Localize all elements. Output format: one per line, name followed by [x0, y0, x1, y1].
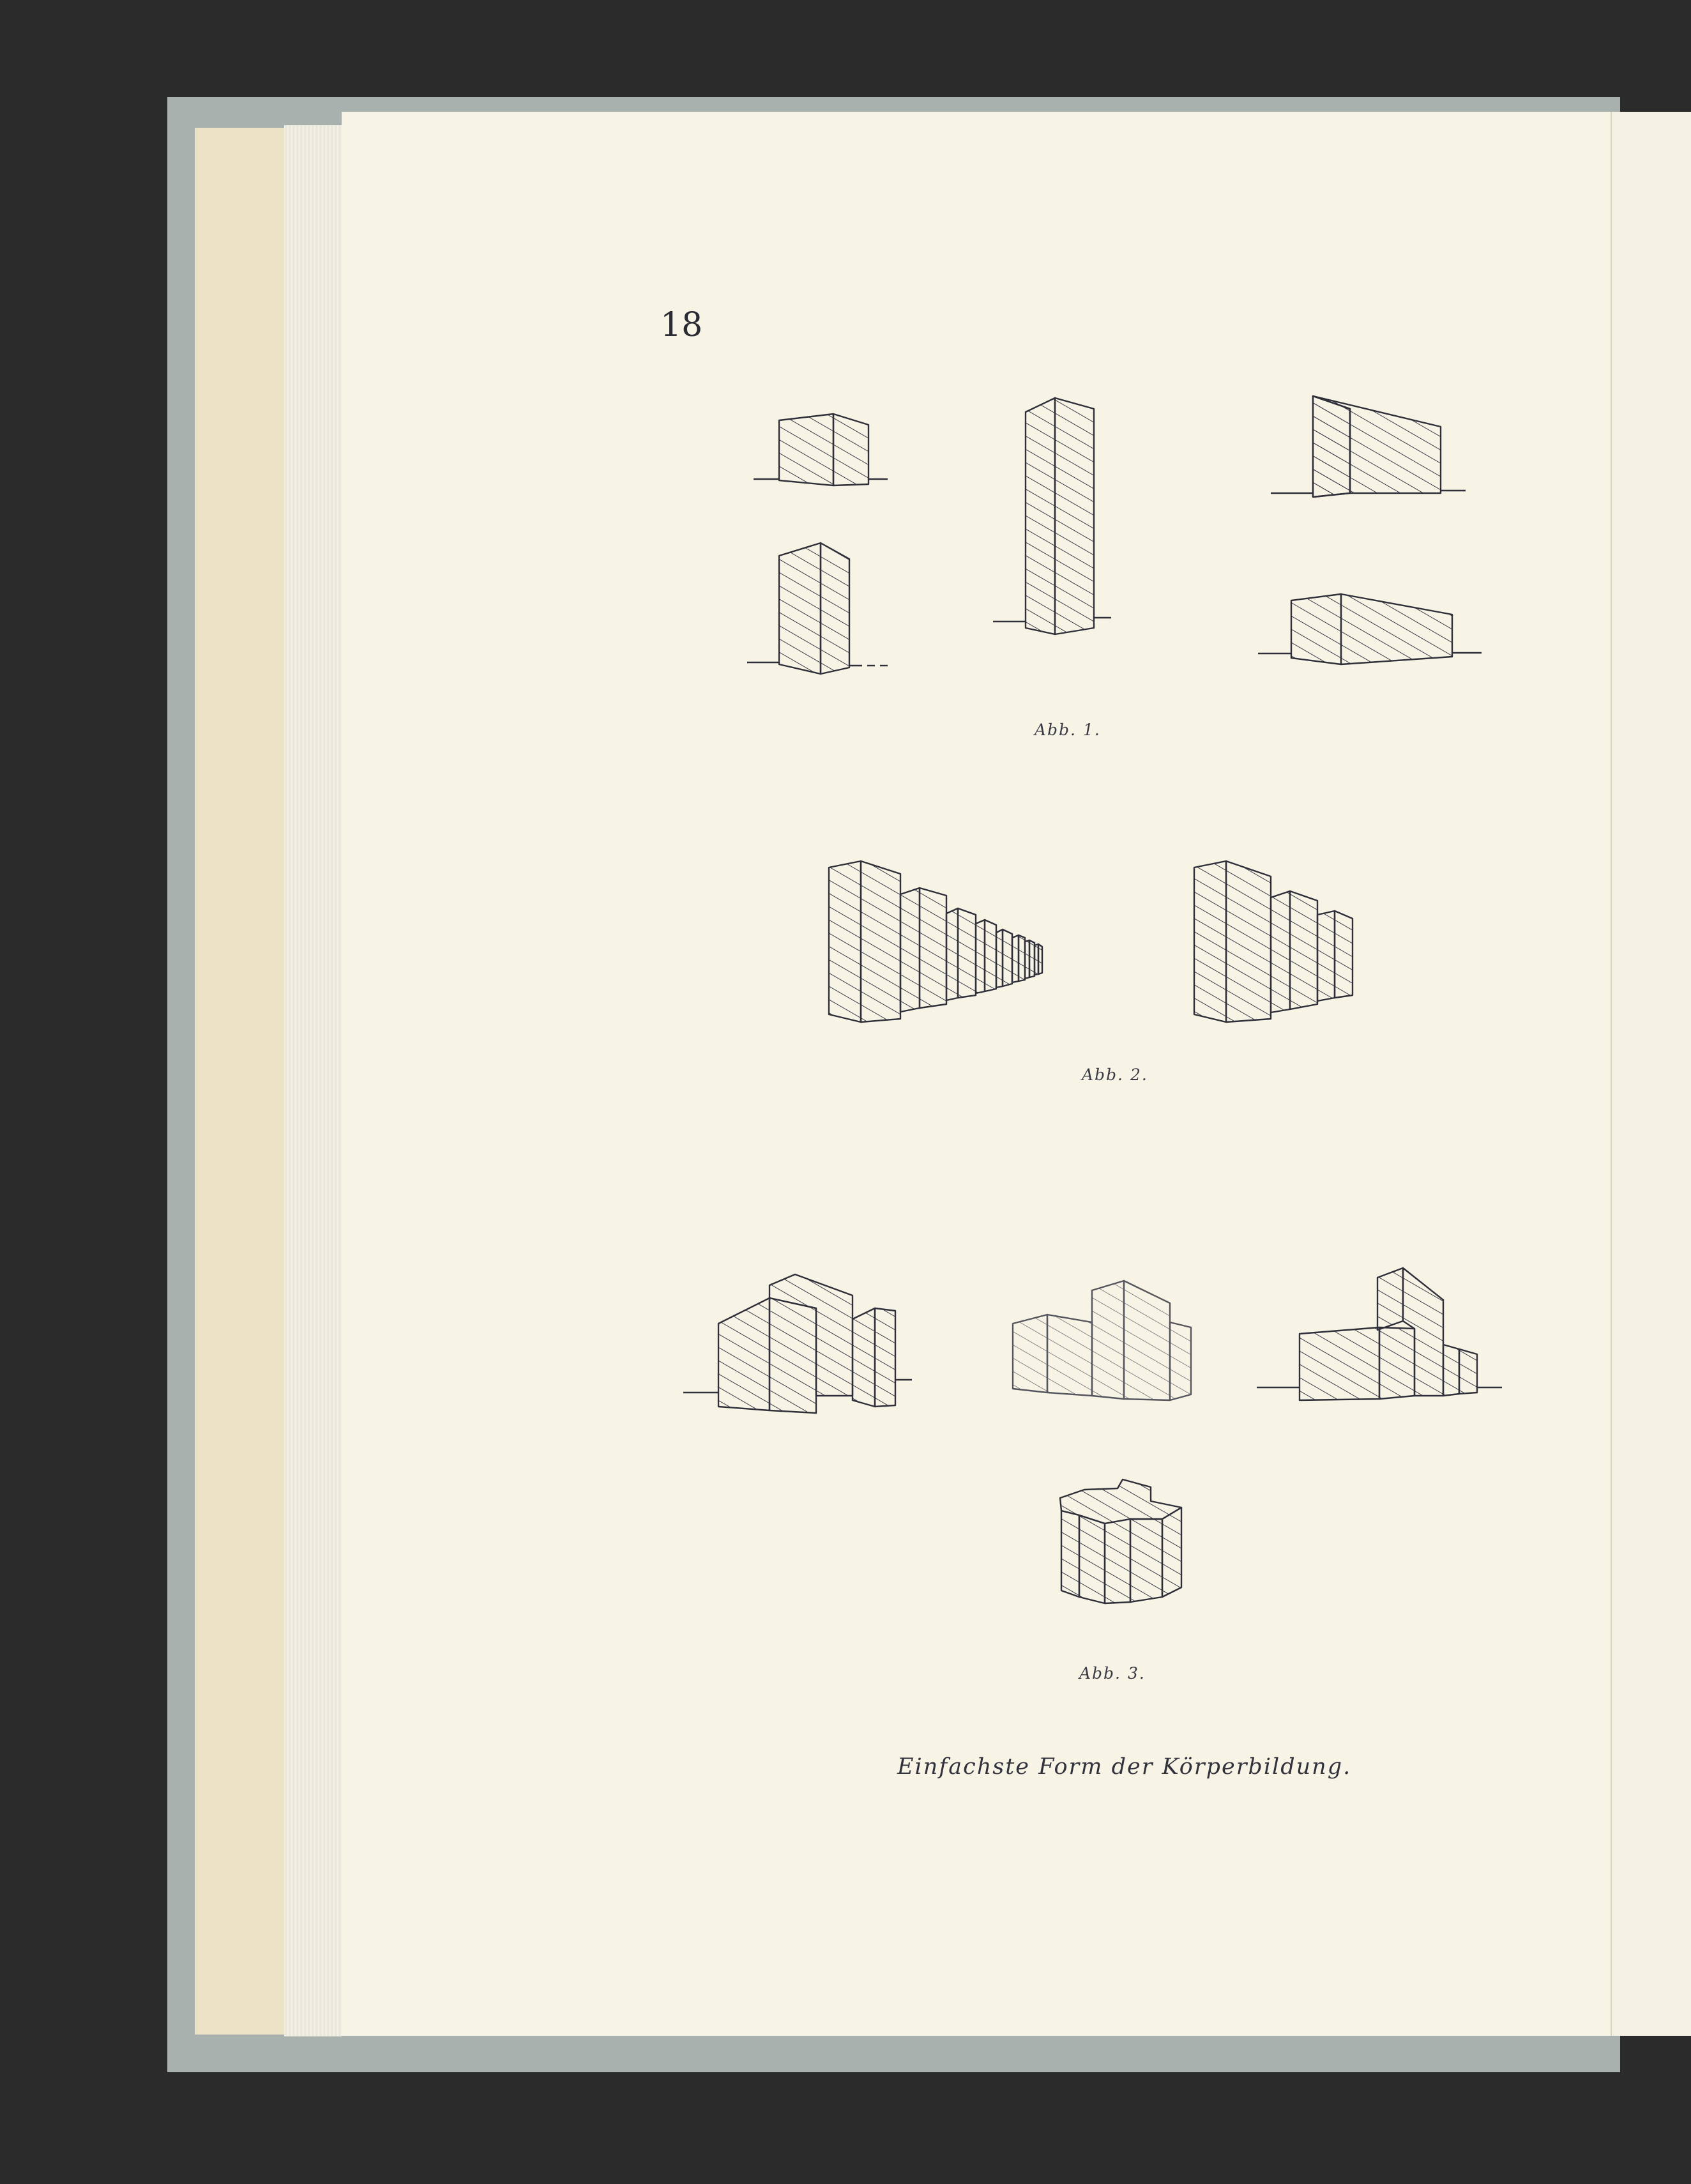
figure-label-2: Abb. 2.	[1082, 1065, 1148, 1084]
endpaper	[195, 128, 284, 2035]
figure-label-3: Abb. 3.	[1079, 1664, 1146, 1683]
abb1-tower	[993, 398, 1111, 634]
page-edges	[284, 125, 342, 2036]
next-page-edge	[1611, 112, 1691, 2036]
block-drawings	[658, 383, 1552, 1674]
illustrations	[658, 383, 1552, 1674]
page-number: 18	[660, 306, 703, 344]
figure-label-1: Abb. 1.	[1035, 721, 1101, 739]
abb1-block-upright	[747, 543, 888, 674]
abb1-block-right-low	[1258, 594, 1482, 664]
abb3-group-right	[1257, 1268, 1502, 1400]
abb3-cross-block	[1060, 1479, 1181, 1603]
abb2-row-large	[829, 861, 1042, 1022]
figure-caption: Einfachste Form der Körperbildung.	[897, 1754, 1352, 1780]
abb1-block-right-top	[1271, 396, 1466, 497]
abb2-row-short	[1194, 861, 1353, 1022]
abb3-group-middle	[1013, 1281, 1191, 1400]
abb3-group-left	[683, 1274, 912, 1413]
abb1-block-small	[754, 414, 888, 485]
